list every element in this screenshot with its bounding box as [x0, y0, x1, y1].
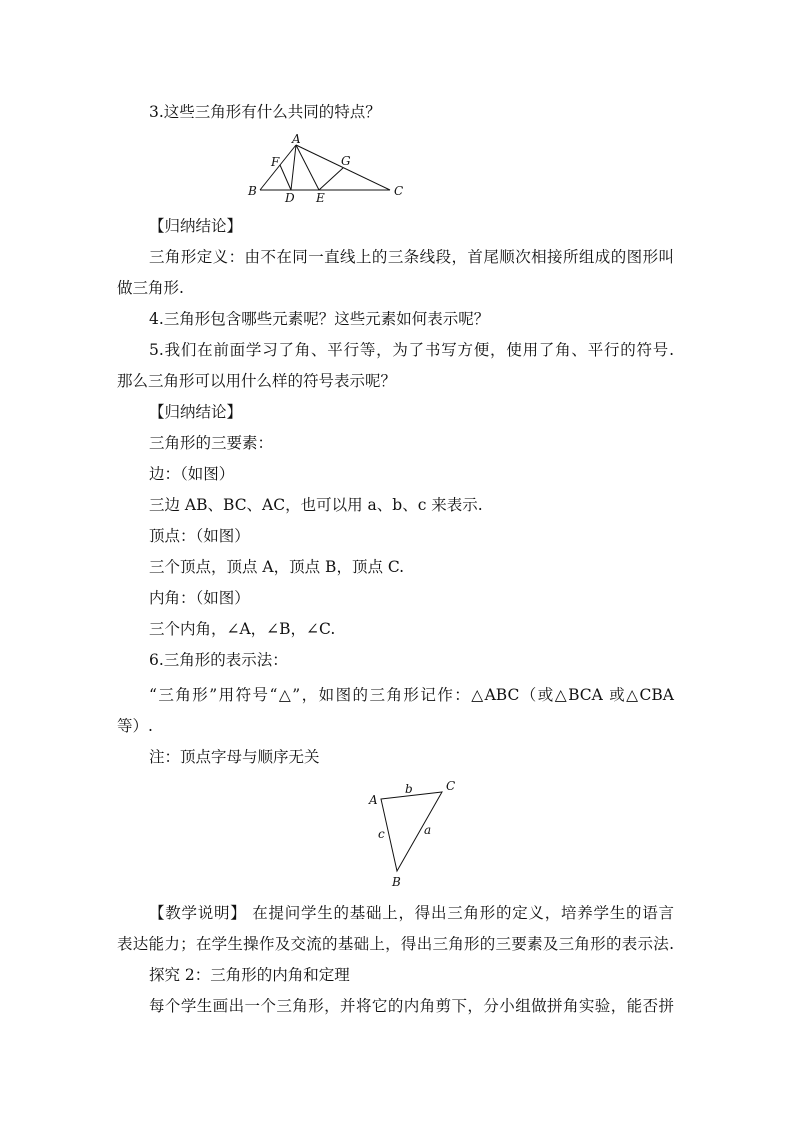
- elements-title: 三角形的三要素：: [149, 434, 274, 452]
- label-side-a: a: [424, 823, 432, 837]
- label-side-c: c: [378, 827, 385, 841]
- label-a: A: [369, 793, 378, 807]
- conclusion-heading-2: 【归纳结论】: [149, 403, 243, 421]
- label-c: C: [394, 184, 404, 198]
- question-4: 4.三角形包含哪些元素呢？这些元素如何表示呢？: [149, 310, 490, 328]
- label-b: B: [392, 875, 401, 889]
- notation-line-2: 等）.: [117, 717, 153, 735]
- angle-text: 三个内角，∠A，∠B，∠C.: [149, 620, 336, 638]
- question-3: 3.这些三角形有什么共同的特点？: [149, 103, 381, 121]
- question-5-line-1: 5.我们在前面学习了角、平行等，为了书写方便，使用了角、平行的符号.: [149, 341, 674, 359]
- note: 注：顶点字母与顺序无关: [149, 748, 320, 766]
- teaching-note-line-2: 表达能力；在学生操作及交流的基础上，得出三角形的三要素及三角形的表示法.: [117, 935, 674, 953]
- label-b: B: [248, 184, 257, 198]
- segment-ae: [296, 145, 319, 190]
- triangle-abc: [381, 792, 442, 871]
- conclusion-heading-1: 【归纳结论】: [149, 217, 243, 235]
- label-a: A: [292, 132, 301, 146]
- question-5-line-2: 那么三角形可以用什么样的符号表示呢？: [117, 372, 397, 390]
- vertex-text: 三个顶点，顶点 A，顶点 B，顶点 C.: [149, 558, 405, 576]
- last-line: 每个学生画出一个三角形，并将它的内角剪下，分小组做拼角实验，能否拼: [149, 997, 674, 1015]
- segment-ge: [319, 168, 343, 190]
- segment-fd: [280, 165, 291, 190]
- label-e: E: [316, 191, 325, 205]
- label-side-b: b: [405, 782, 413, 796]
- figure-triangle-abc-sides: [362, 776, 462, 892]
- question-6: 6.三角形的表示法：: [149, 651, 288, 669]
- vertex-label: 顶点：（如图）: [149, 527, 250, 545]
- explore-2-heading: 探究 2：三角形的内角和定理: [149, 966, 350, 984]
- definition-line-1: 三角形定义：由不在同一直线上的三条线段，首尾顺次相接所组成的图形叫: [149, 248, 674, 266]
- angle-label: 内角：（如图）: [149, 589, 250, 607]
- notation-line-1: “三角形”用符号“△”，如图的三角形记作：△ABC（或△BCA 或△CBA: [149, 686, 674, 704]
- definition-line-2: 做三角形.: [117, 279, 184, 297]
- figure-triangle-abc-points-defg: [240, 132, 415, 210]
- label-g: G: [341, 154, 351, 168]
- side-text: 三边 AB、BC、AC，也可以用 a、b、c 来表示.: [149, 496, 483, 514]
- segment-ad: [291, 145, 296, 190]
- teaching-note-line-1: 【教学说明】 在提问学生的基础上，得出三角形的定义，培养学生的语言: [149, 904, 674, 922]
- label-f: F: [271, 155, 280, 169]
- label-c: C: [446, 779, 456, 793]
- label-d: D: [285, 191, 295, 205]
- side-label: 边：（如图）: [149, 465, 235, 483]
